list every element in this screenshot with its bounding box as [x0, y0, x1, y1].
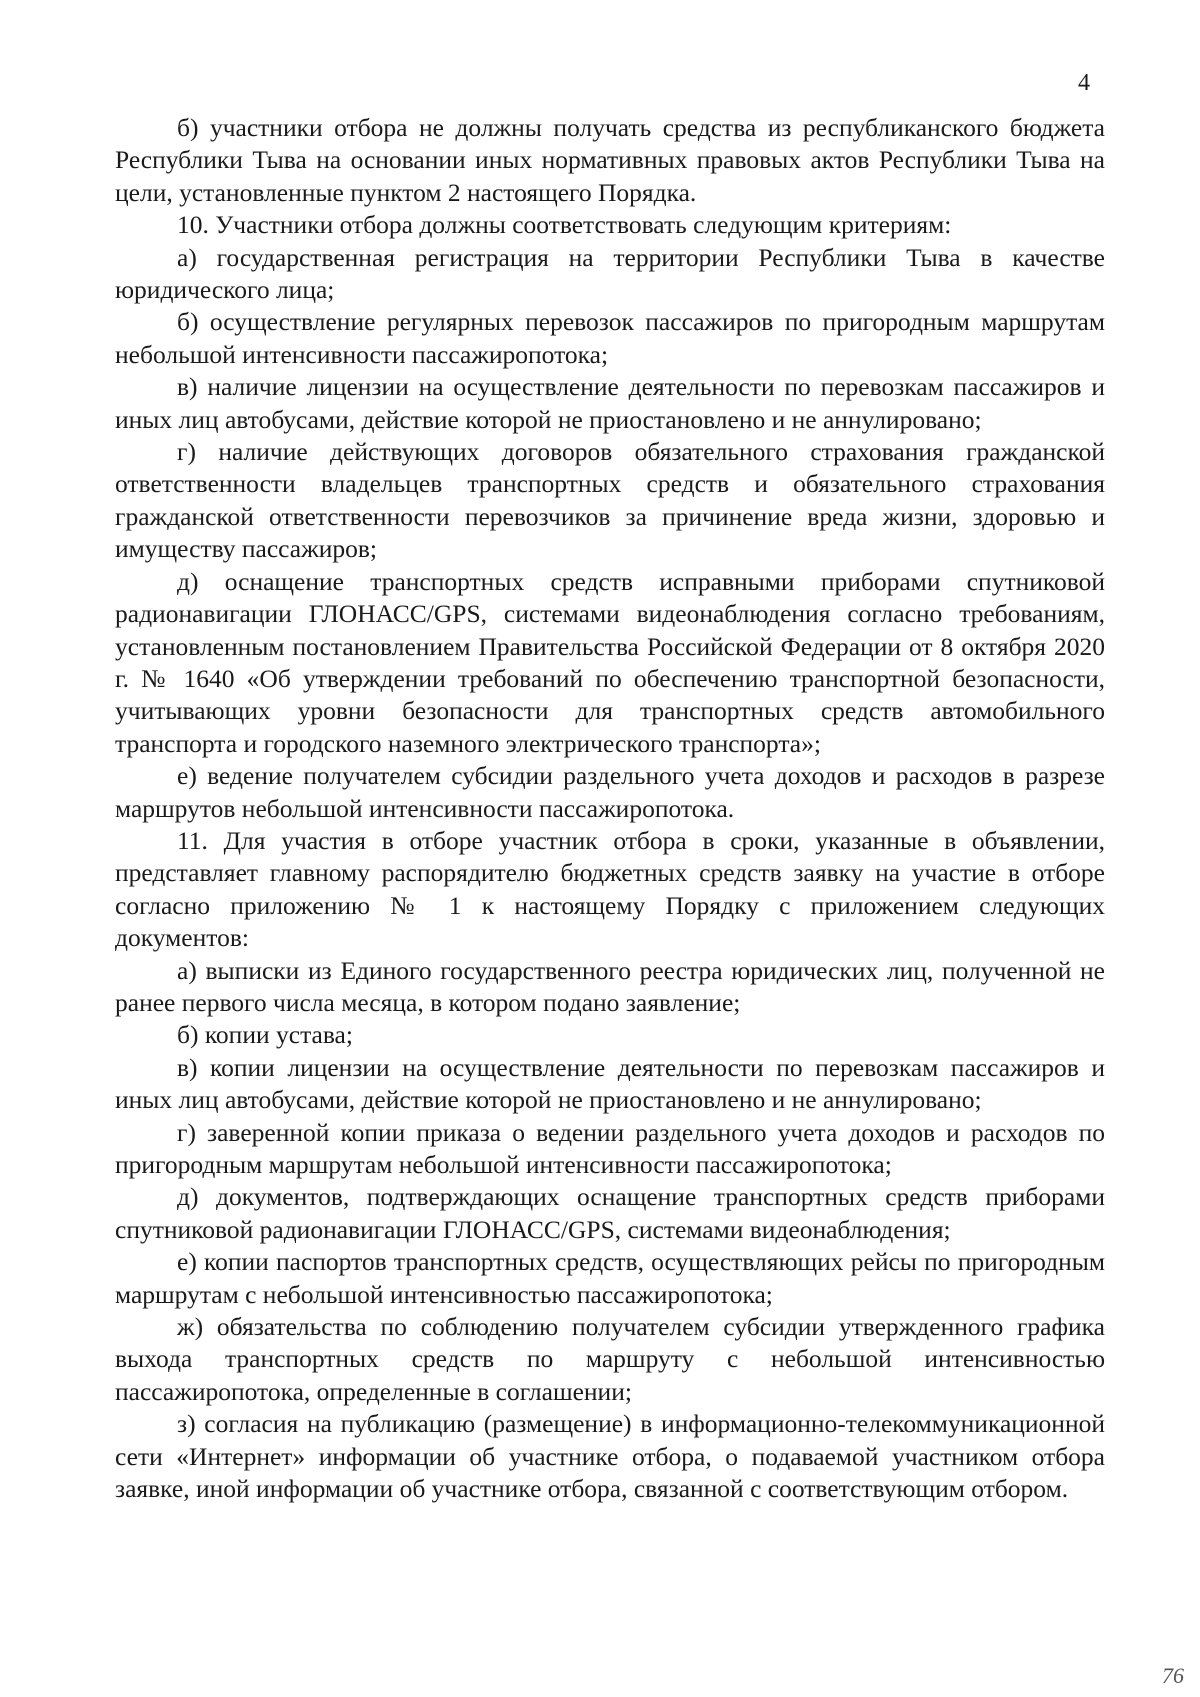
paragraph-10v: в) наличие лицензии на осуществление деятельности по перевозкам пассажиров и иных лиц автобусами, действие которой не приостановлено и не аннулировано;	[115, 372, 1105, 434]
paragraph-11b: б) копии устава;	[177, 1020, 353, 1050]
paragraph-11d: д) документов, подтверждающих оснащение транспортных средств приборами спутниковой радионавигации ГЛОНАСС/GPS, системами видеонаблюдения;	[115, 1182, 1105, 1244]
paragraph-10-criteria: 10. Участники отбора должны соответствовать следующим критериям:	[177, 210, 952, 240]
paragraph-11zh: ж) обязательства по соблюдению получателем субсидии утвержденного графика выхода транспортных средств по маршруту с небольшой интенсивностью пассажиропотока, определенные в соглашении;	[115, 1312, 1105, 1406]
paragraph-11v: в) копии лицензии на осуществление деятельности по перевозкам пассажиров и иных лиц автобусами, действие которой не приостановлено и не аннулировано;	[115, 1052, 1105, 1115]
paragraph-10d: д) оснащение транспортных средств исправными приборами спутниковой радионавигации ГЛОНАСС/GPS, системами видеонаблюдения согласно требованиям, установленным постановлением Правительства Российской Федерации от 8 октября 2020 г. № 1640 «Об утверждении требований по обеспечению транспортной безопасности, учитывающих уровни безопасности для транспортных средств автомобильного транспорта и городского наземного электрического транспорта»;	[115, 566, 1105, 758]
paragraph-10b: б) осуществление регулярных перевозок пассажиров по пригородным маршрутам небольшой интенсивности пассажиропотока;	[115, 307, 1105, 369]
paragraph-b-budget: б) участники отбора не должны получать средства из республиканского бюджета Республики Тыва на основании иных нормативных правовых актов Республики Тыва на цели, установленные пунктом 2 настоящего Порядка.	[115, 113, 1105, 207]
page-number: 4	[1078, 70, 1090, 96]
paragraph-11e: е) копии паспортов транспортных средств, осуществляющих рейсы по пригородным маршрутам с небольшой интенсивностью пассажиропотока;	[115, 1247, 1105, 1309]
paragraph-10a: а) государственная регистрация на территории Республики Тыва в качестве юридического лица;	[115, 242, 1105, 305]
paragraph-11-application: 11. Для участия в отборе участник отбора в сроки, указанные в объявлении, представляет главному распорядителю бюджетных средств заявку на участие в отборе согласно приложению № 1 к настоящему Порядку с приложением следующих документов:	[115, 825, 1105, 953]
document-body	[115, 112, 1105, 1505]
paragraph-10e: е) ведение получателем субсидии раздельного учета доходов и расходов в разрезе маршрутов небольшой интенсивности пассажиропотока.	[115, 761, 1105, 823]
paragraph-10g: г) наличие действующих договоров обязательного страхования гражданской ответственности владельцев транспортных средств и обязательного страхования гражданской ответственности перевозчиков за причинение вреда жизни, здоровью и имуществу пассажиров;	[115, 437, 1105, 564]
paragraph-11z: з) согласия на публикацию (размещение) в информационно-телекоммуникационной сети «Интернет» информации об участнике отбора, о подаваемой участником отбора заявке, иной информации об участнике отбора, связанной с соответствующим отбором.	[115, 1409, 1105, 1504]
paragraph-11a: а) выписки из Единого государственного реестра юридических лиц, полученной не ранее первого числа месяца, в котором подано заявление;	[115, 955, 1105, 1017]
corner-mark: 76	[1162, 1663, 1184, 1688]
paragraph-11g: г) заверенной копии приказа о ведении раздельного учета доходов и расходов по пригородным маршрутам небольшой интенсивности пассажиропотока;	[115, 1117, 1105, 1179]
